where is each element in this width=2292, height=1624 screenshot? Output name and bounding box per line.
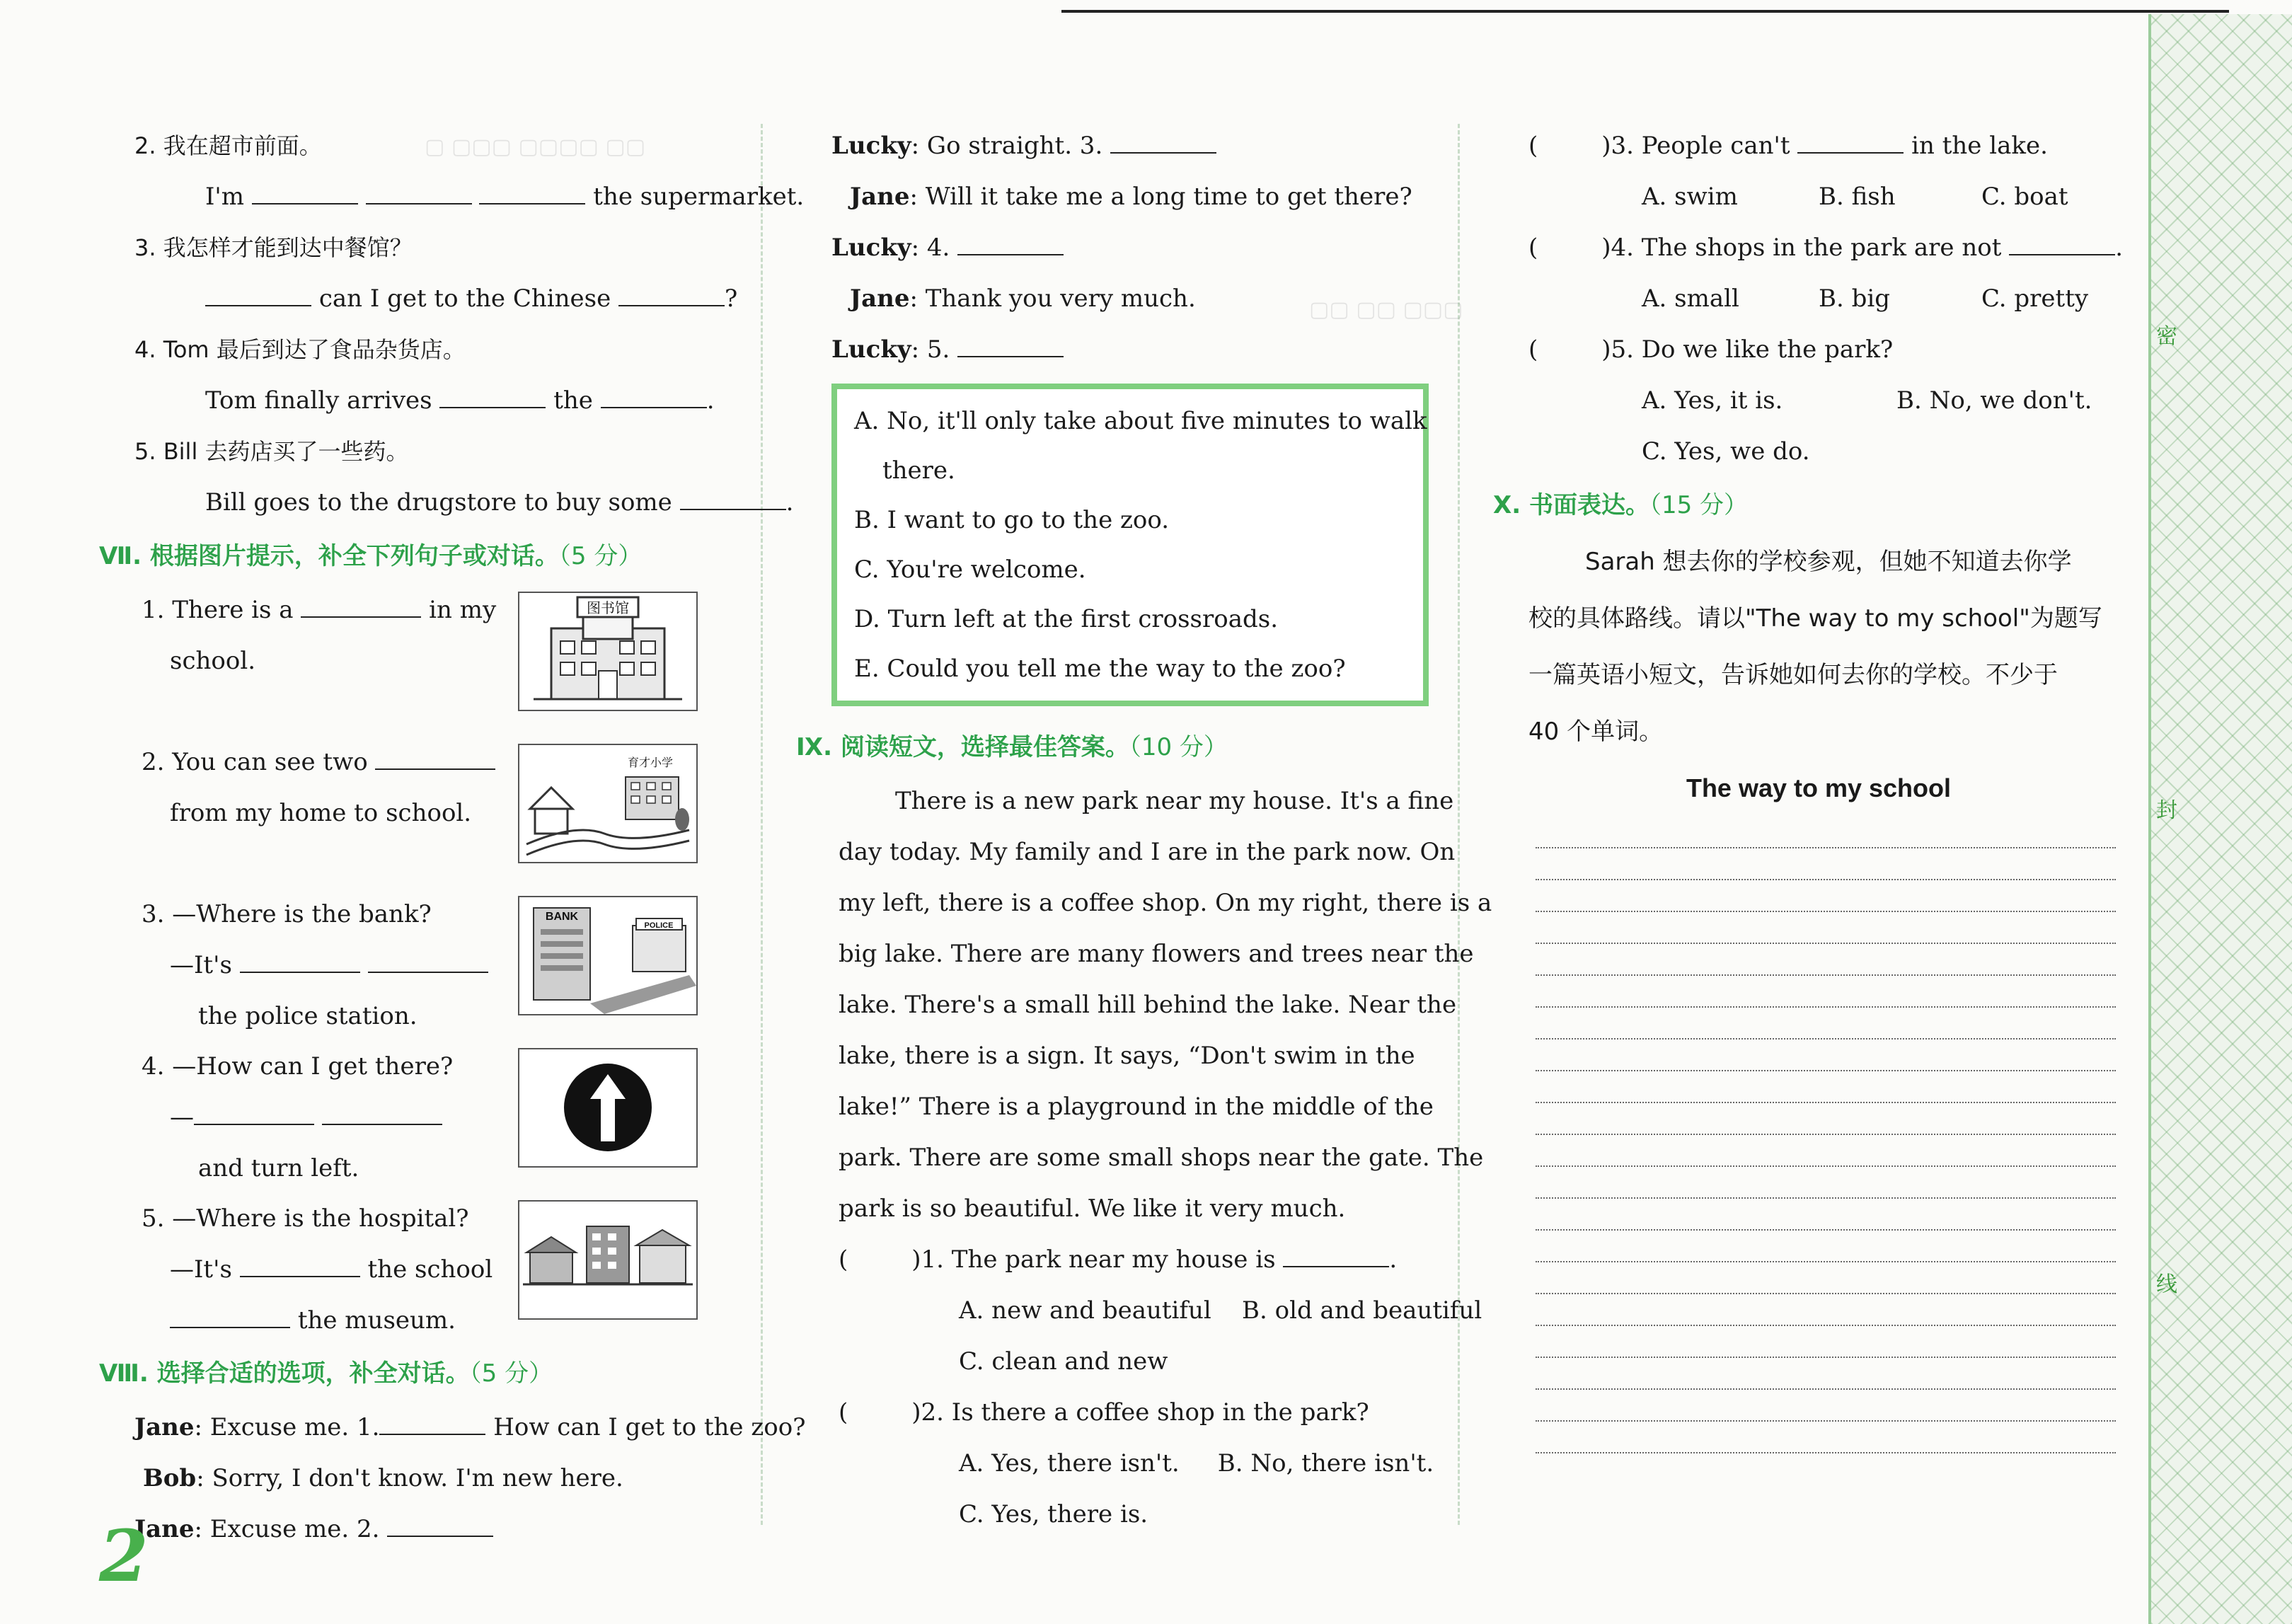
answer-blank[interactable] <box>240 1255 360 1277</box>
reading-q1-options-ab: A. new and beautiful B. old and beautiful <box>959 1296 1482 1325</box>
library-building-icon <box>519 593 696 710</box>
answer-blank[interactable] <box>439 386 546 408</box>
answer-blank[interactable] <box>240 950 360 973</box>
translation-4-prompt: 4. Tom 最后到达了食品杂货店。 <box>134 336 466 363</box>
top-rule <box>1061 10 2229 13</box>
writing-prompt-line-1: Sarah 想去你的学校参观，但她不知道去你学 <box>1585 548 2072 576</box>
dialog-line-1: Jane: Excuse me. 1. How can I get to the zoo? <box>134 1413 806 1441</box>
reading-q5: ( )5. Do we like the park? <box>1528 335 1894 364</box>
dialog-line-6: Lucky: 4. <box>796 222 1447 273</box>
bleed-through-text: ▢▢ ▢▢ ▢▢▢ <box>1309 297 1463 322</box>
translation-5-answer: Bill goes to the drugstore to buy some . <box>205 488 794 517</box>
translation-3-prompt: 3. 我怎样才能到达中餐馆？ <box>134 234 413 261</box>
direction-sign-picture <box>518 1048 698 1168</box>
column-right <box>1493 120 2144 1453</box>
writing-area[interactable] <box>1493 817 2144 1453</box>
option-a-cont: there. <box>882 456 955 485</box>
writing-line[interactable] <box>1536 1135 2116 1167</box>
bank-police-picture <box>518 896 698 1015</box>
reading-q5-options-ab: A. Yes, it is. B. No, we don't. <box>1642 386 2092 415</box>
section-7-heading: Ⅶ. 根据图片提示，补全下列句子或对话。（5 分） <box>99 542 643 570</box>
option-e: E. Could you tell me the way to the zoo? <box>854 655 1346 683</box>
translation-4-answer: Tom finally arrives the . <box>205 386 715 415</box>
answer-blank[interactable] <box>252 182 358 205</box>
option-a: A. No, it'll only take about five minutes to walk <box>854 407 1427 435</box>
reading-q2: ( )2. Is there a coffee shop in the park? <box>839 1398 1369 1427</box>
dialog-line-5: Jane: Will it take me a long time to get there? <box>850 183 1412 211</box>
writing-line[interactable] <box>1536 1103 2116 1135</box>
writing-line[interactable] <box>1536 1262 2116 1294</box>
writing-line[interactable] <box>1536 944 2116 976</box>
dialog-line-2: Bob: Sorry, I don't know. I'm new here. <box>143 1464 623 1492</box>
dialog-line-8: Lucky: 5. <box>796 324 1447 375</box>
go-straight-arrow-icon <box>519 1049 696 1166</box>
writing-line[interactable] <box>1536 817 2116 848</box>
reading-q4: ( )4. The shops in the park are not . <box>1528 234 2123 262</box>
column-middle <box>796 120 1492 1540</box>
picture-question-2: 2. You can see two from my home to school. 育才小学 <box>99 737 750 889</box>
answer-blank[interactable] <box>368 950 488 973</box>
school-sign: 育才小学 <box>627 756 674 769</box>
answer-blank[interactable] <box>1110 131 1216 154</box>
answer-blank[interactable] <box>379 1412 485 1435</box>
binding-char-mi: 密 <box>2156 324 2177 349</box>
writing-line[interactable] <box>1536 912 2116 944</box>
option-c: C. You're welcome. <box>854 555 1086 584</box>
dialog-line-4: Lucky: Go straight. 3. <box>796 120 1447 171</box>
writing-line[interactable] <box>1536 880 2116 912</box>
answer-blank[interactable] <box>601 386 707 408</box>
reading-q1: ( )1. The park near my house is . <box>839 1245 1398 1274</box>
binding-char-feng: 封 <box>2156 798 2177 823</box>
column-divider-1 <box>761 124 763 1525</box>
answer-blank[interactable] <box>322 1102 442 1125</box>
section-8-heading: Ⅷ. 选择合适的选项，补全对话。（5 分） <box>99 1359 553 1388</box>
road-and-buildings-icon <box>519 745 696 862</box>
answer-blank[interactable] <box>2009 233 2115 255</box>
answer-blank[interactable] <box>375 747 495 770</box>
writing-line[interactable] <box>1536 1358 2116 1390</box>
picture-question-4: 4. —How can I get there? — and turn left. <box>99 1041 750 1193</box>
writing-prompt-line-4: 40 个单词。 <box>1528 718 1664 746</box>
library-sign: 图书馆 <box>587 599 629 616</box>
writing-prompt-line-2: 校的具体路线。请以"The way to my school"为题写 <box>1528 604 2102 633</box>
writing-line[interactable] <box>1536 1326 2116 1358</box>
writing-line[interactable] <box>1536 1390 2116 1422</box>
bleed-through-text: ▢ ▢▢▢ ▢▢▢▢ ▢▢ <box>425 134 646 159</box>
picture-question-1: 1. There is a in my school. 图书馆 <box>99 584 750 737</box>
options-box <box>831 384 1429 706</box>
essay-title: The way to my school <box>1686 773 1952 802</box>
translation-3-answer: can I get to the Chinese ? <box>99 273 750 324</box>
three-buildings-icon <box>519 1202 696 1318</box>
hospital-school-museum-picture <box>518 1200 698 1320</box>
binding-char-xian: 线 <box>2156 1272 2177 1297</box>
writing-line[interactable] <box>1536 848 2116 880</box>
writing-line[interactable] <box>1536 1167 2116 1199</box>
writing-line[interactable] <box>1536 1199 2116 1231</box>
column-left <box>99 120 806 1555</box>
translation-5-prompt: 5. Bill 去药店买了一些药。 <box>134 438 409 465</box>
home-to-school-picture <box>518 744 698 863</box>
writing-line[interactable] <box>1536 976 2116 1008</box>
picture-question-3: 3. —Where is the bank? —It's the police station. BANK POLICE <box>99 889 750 1041</box>
answer-blank[interactable] <box>170 1306 290 1328</box>
answer-blank[interactable] <box>301 595 421 618</box>
section-9-heading: Ⅸ. 阅读短文，选择最佳答案。（10 分） <box>796 733 1228 761</box>
answer-blank[interactable] <box>479 182 585 205</box>
answer-blank[interactable] <box>387 1514 493 1537</box>
answer-blank[interactable] <box>957 335 1064 357</box>
reading-q3: ( )3. People can't in the lake. <box>1528 132 2048 160</box>
answer-blank[interactable] <box>205 284 311 306</box>
writing-line[interactable] <box>1536 1422 2116 1453</box>
police-sign: POLICE <box>644 921 674 930</box>
library-picture <box>518 592 698 711</box>
reading-q5-option-c: C. Yes, we do. <box>1642 437 1810 466</box>
reading-q2-option-c: C. Yes, there is. <box>959 1500 1148 1528</box>
bank-sign: BANK <box>545 911 579 923</box>
reading-passage: There is a new park near my house. It's a fine day today. My family and I are in the park now. On my left, there is a coffee shop. On my right, there is a big lake. There are many flowers and trees near the lake. There's a small hill behind the lake. Near the lake, there is a sign. It says, “Don't swim in the lake!” There is a playground in the middle of the park. There are some small shops near the gate. The park is so beautiful. We like it very much. <box>839 787 1492 1223</box>
answer-blank[interactable] <box>194 1102 314 1125</box>
reading-q3-options: A. swim B. fish C. boat <box>1642 183 2068 211</box>
dialog-line-7: Jane: Thank you very much. <box>850 284 1196 313</box>
option-d: D. Turn left at the first crossroads. <box>854 605 1279 633</box>
writing-prompt-line-3: 一篇英语小短文，告诉她如何去你的学校。不少于 <box>1528 661 2058 689</box>
writing-line[interactable] <box>1536 1071 2116 1103</box>
writing-line[interactable] <box>1536 1008 2116 1040</box>
answer-blank[interactable] <box>957 233 1064 255</box>
picture-question-5: 5. —Where is the hospital? —It's the school the museum. <box>99 1193 750 1345</box>
writing-line[interactable] <box>1536 1294 2116 1326</box>
writing-line[interactable] <box>1536 1231 2116 1262</box>
answer-blank[interactable] <box>680 488 786 510</box>
bank-police-buildings-icon <box>519 897 696 1014</box>
writing-line[interactable] <box>1536 1040 2116 1071</box>
answer-blank[interactable] <box>618 284 725 306</box>
translation-2-prompt: 2. 我在超市前面。 <box>134 132 322 159</box>
reading-q4-options: A. small B. big C. pretty <box>1642 284 2089 313</box>
page-number: 2 <box>99 1514 149 1598</box>
section-10-heading: Ⅹ. 书面表达。（15 分） <box>1493 491 1749 519</box>
reading-q2-options-ab: A. Yes, there isn't. B. No, there isn't. <box>959 1449 1434 1478</box>
answer-blank[interactable] <box>366 182 472 205</box>
translation-2-answer: I'm the supermarket. <box>205 183 805 211</box>
answer-blank[interactable] <box>1283 1245 1389 1267</box>
answer-blank[interactable] <box>1797 131 1904 154</box>
option-b: B. I want to go to the zoo. <box>854 506 1170 534</box>
reading-q1-option-c: C. clean and new <box>959 1347 1168 1376</box>
dialog-line-3: Jane: Excuse me. 2. <box>99 1504 750 1555</box>
